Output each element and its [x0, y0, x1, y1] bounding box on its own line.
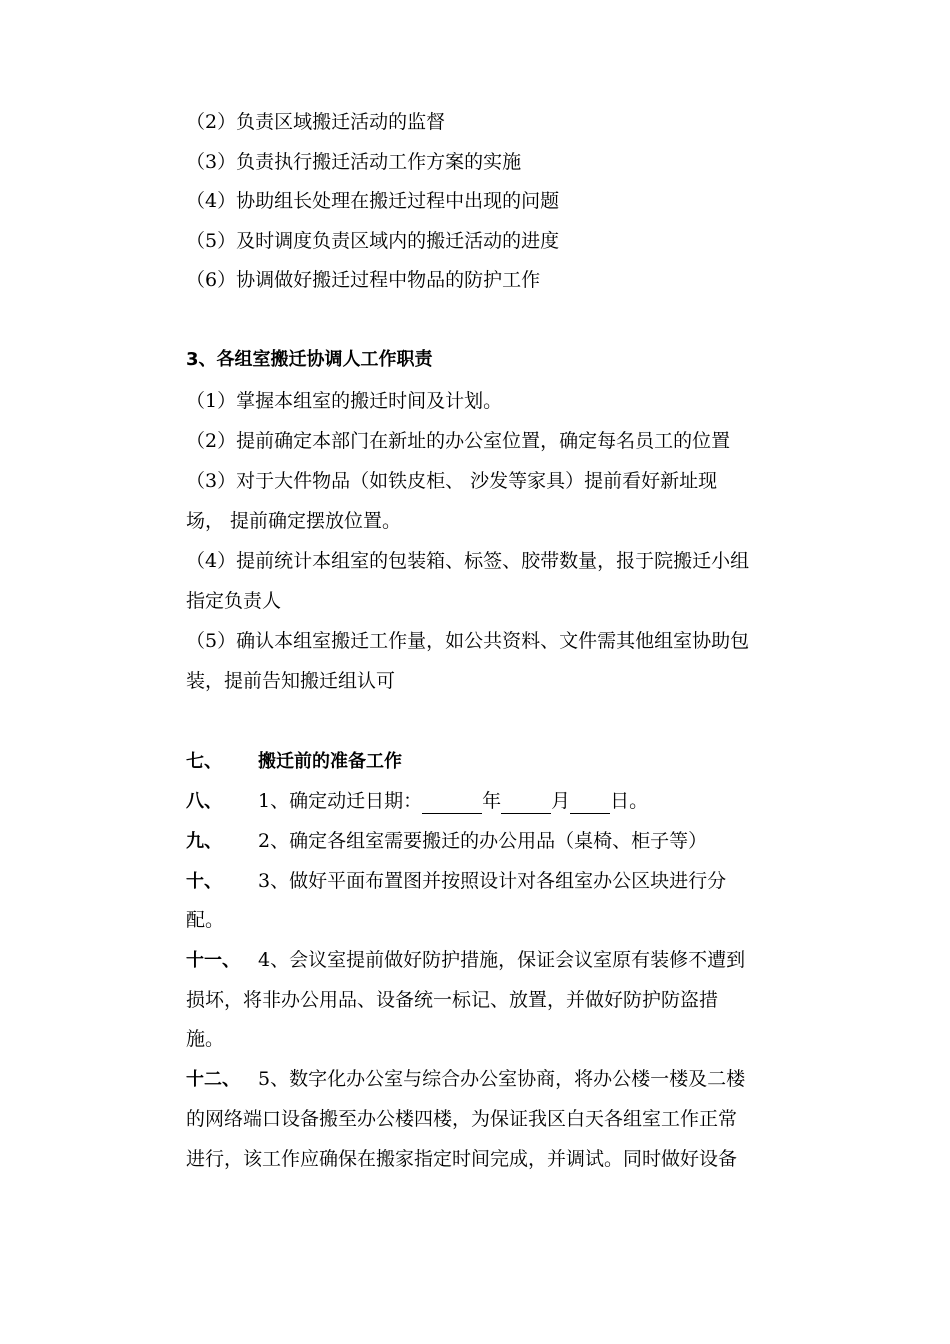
- section-heading: 搬迁前的准备工作: [258, 751, 402, 772]
- item-continuation: 进行，该工作应确保在搬家指定时间完成，并调试。同时做好设备: [186, 1148, 738, 1170]
- item-text: 1、确定动迁日期：: [258, 790, 423, 812]
- list-item-continuation: 场， 提前确定摆放位置。: [186, 510, 402, 532]
- list-item: （2）负责区域搬迁活动的监督: [186, 111, 446, 133]
- list-item: （5）及时调度负责区域内的搬迁活动的进度: [186, 230, 560, 252]
- item-row: [186, 1067, 745, 1092]
- list-item-continuation: 指定负责人: [186, 590, 282, 612]
- item-number: 十、: [186, 871, 222, 892]
- item-number: 十一、: [186, 950, 240, 971]
- item-number: 十二、: [186, 1069, 240, 1090]
- list-item: （1）掌握本组室的搬迁时间及计划。: [186, 390, 503, 412]
- list-item-continuation: 装，提前告知搬迁组认可: [186, 670, 396, 692]
- section-heading: 3、各组室搬迁协调人工作职责: [186, 349, 433, 370]
- item-text: 4、会议室提前做好防护措施，保证会议室原有装修不遭到: [258, 949, 746, 971]
- date-item-row: [186, 789, 648, 814]
- list-item: （5）确认本组室搬迁工作量，如公共资料、文件需其他组室协助包: [186, 630, 750, 652]
- list-item: （4）协助组长处理在搬迁过程中出现的问题: [186, 190, 560, 212]
- list-item: （2）提前确定本部门在新址的办公室位置，确定每名员工的位置: [186, 430, 731, 452]
- item-row: [186, 948, 745, 973]
- month-label: 月: [551, 790, 571, 812]
- item-continuation: 损坏，将非办公用品、设备统一标记、放置，并做好防护防盗措: [186, 989, 719, 1011]
- item-text: 5、数字化办公室与综合办公室协商，将办公楼一楼及二楼: [258, 1068, 746, 1090]
- item-row: [186, 869, 726, 894]
- day-label: 日。: [610, 790, 649, 812]
- section-number: 七、: [186, 751, 222, 772]
- item-text: 3、做好平面布置图并按照设计对各组室办公区块进行分: [258, 870, 727, 892]
- item-number: 八、: [186, 791, 222, 812]
- section-heading-row: [186, 749, 402, 774]
- list-item: （3）对于大件物品（如铁皮柜、 沙发等家具）提前看好新址现: [186, 470, 718, 492]
- item-number: 九、: [186, 831, 222, 852]
- day-blank[interactable]: [570, 793, 610, 814]
- item-continuation: 配。: [186, 909, 225, 931]
- list-item: （3）负责执行搬迁活动工作方案的实施: [186, 151, 522, 173]
- month-blank[interactable]: [501, 793, 551, 814]
- list-item: （4）提前统计本组室的包装箱、标签、胶带数量，报于院搬迁小组: [186, 550, 750, 572]
- year-label: 年: [482, 790, 502, 812]
- item-text: 2、确定各组室需要搬迁的办公用品（桌椅、柜子等）: [258, 830, 708, 852]
- item-continuation: 施。: [186, 1028, 225, 1050]
- item-row: [186, 829, 707, 854]
- year-blank[interactable]: [422, 793, 482, 814]
- item-continuation: 的网络端口设备搬至办公楼四楼，为保证我区白天各组室工作正常: [186, 1108, 738, 1130]
- list-item: （6）协调做好搬迁过程中物品的防护工作: [186, 269, 541, 291]
